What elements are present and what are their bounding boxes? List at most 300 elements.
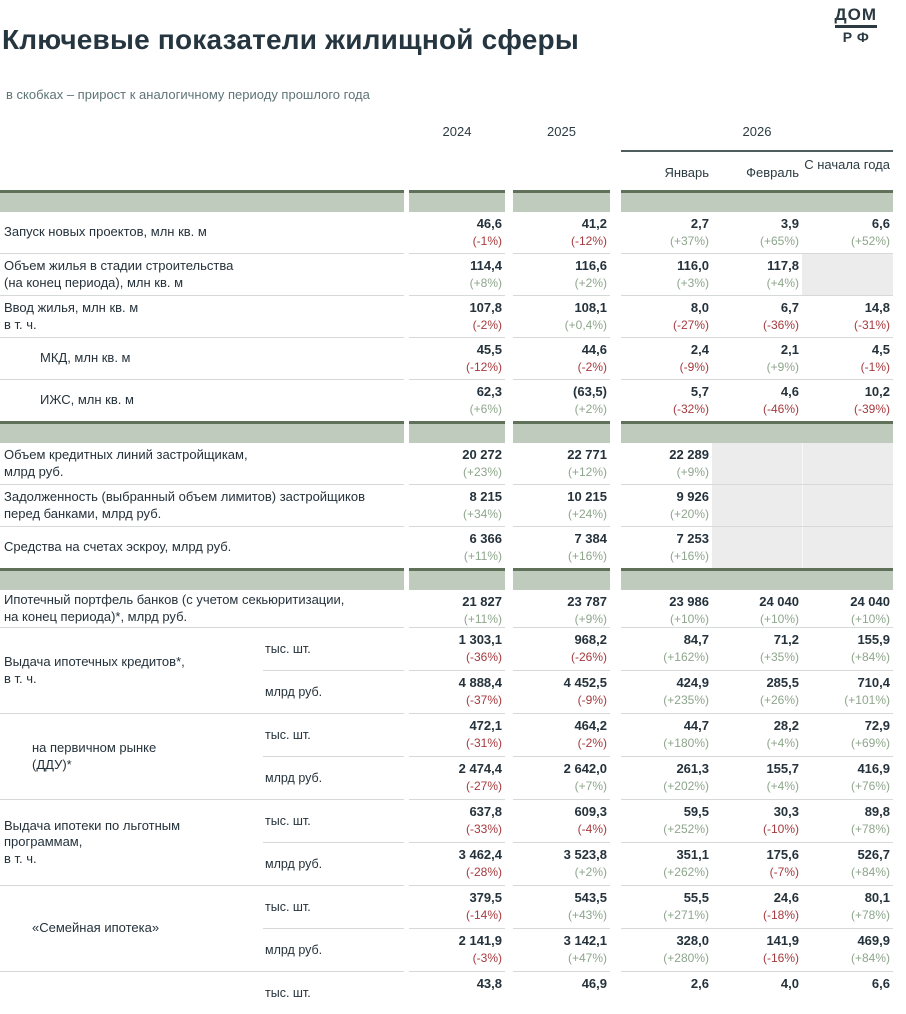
table-subrow (260, 757, 893, 799)
section-band-segment (0, 190, 404, 212)
value-cell (712, 212, 802, 253)
growth-pct: (+20%) (669, 507, 709, 521)
value-text: 2,7 (690, 216, 709, 231)
table-row-group (0, 800, 893, 885)
value-cell (802, 254, 893, 295)
value-cell (621, 671, 712, 713)
value-text: 4 452,5 (563, 675, 607, 690)
value-text: 2 141,9 (458, 933, 502, 948)
value-text: 23 787 (567, 594, 607, 609)
value-text: 6,7 (780, 300, 799, 315)
value-cell (712, 972, 802, 1014)
value-text: 2,6 (690, 976, 709, 991)
growth-pct: (+9%) (574, 612, 607, 626)
value-cell (712, 485, 802, 526)
table-row (0, 254, 893, 295)
growth-pct: (+262%) (663, 865, 709, 879)
growth-pct: (+280%) (663, 951, 709, 965)
section-band-segment (621, 190, 893, 212)
value-text: 10 215 (567, 489, 607, 504)
table-row (0, 527, 893, 568)
growth-pct: (+37%) (669, 234, 709, 248)
row-label-line: Выдача ипотеки по льготным программам, (4, 817, 181, 850)
growth-pct: (-2%) (472, 318, 502, 332)
section-band-segment (409, 190, 505, 212)
col-header-january: Январь (664, 165, 709, 180)
value-cell (712, 527, 802, 568)
value-text: 6,6 (871, 976, 890, 991)
growth-pct: (+6%) (469, 402, 502, 416)
value-text: 72,9 (864, 718, 890, 733)
value-text: 4,6 (780, 384, 799, 399)
value-cell (513, 212, 610, 253)
section-band-segment (0, 568, 404, 590)
growth-pct: (+2%) (574, 865, 607, 879)
growth-pct: (+2%) (574, 402, 607, 416)
growth-pct: (+3%) (676, 276, 709, 290)
growth-pct: (-12%) (570, 234, 607, 248)
col-header-february: Февраль (746, 165, 799, 180)
value-text: 24 040 (850, 594, 890, 609)
value-text: 116,6 (575, 258, 607, 273)
col-header-2024: 2024 (442, 124, 472, 139)
value-cell (409, 757, 505, 799)
growth-pct: (+7%) (574, 779, 607, 793)
growth-pct: (+235%) (663, 693, 709, 707)
growth-pct: (-4%) (577, 822, 607, 836)
growth-pct: (+180%) (663, 736, 709, 750)
value-cell (712, 338, 802, 379)
value-text: 45,5 (476, 342, 502, 357)
growth-pct: (-10%) (762, 822, 799, 836)
value-cell (409, 254, 505, 295)
col-header-ytd: С начала года (804, 157, 890, 172)
growth-pct: (-2%) (577, 736, 607, 750)
value-cell (712, 296, 802, 337)
value-cell (712, 886, 802, 928)
growth-pct: (+4%) (766, 736, 799, 750)
value-cell (712, 843, 802, 885)
row-label-line: Ипотечный портфель банков (с учетом секьюритизации, (4, 592, 345, 607)
value-cell (802, 338, 893, 379)
growth-pct: (+78%) (850, 822, 890, 836)
growth-pct: (+16%) (567, 549, 607, 563)
growth-pct: (-32%) (672, 402, 709, 416)
row-label-line: на первичном рынке (32, 740, 157, 755)
value-text: 59,5 (683, 804, 709, 819)
value-cell (409, 671, 505, 713)
row-label-line: в т. ч. (4, 316, 37, 332)
value-cell (513, 886, 610, 928)
table-subrow (260, 628, 893, 670)
growth-pct: (-12%) (465, 360, 502, 374)
value-cell (802, 757, 893, 799)
group-subrows (260, 886, 893, 971)
value-cell (409, 628, 505, 670)
value-text: 20 272 (462, 447, 502, 462)
value-cell (621, 972, 712, 1014)
table-subrow (260, 671, 893, 713)
value-cell (621, 380, 712, 421)
value-cell (712, 757, 802, 799)
row-label (0, 590, 404, 627)
growth-pct: (-2%) (577, 360, 607, 374)
value-cell (409, 527, 505, 568)
value-text: 2 474,4 (458, 761, 502, 776)
growth-pct: (+10%) (850, 612, 890, 626)
value-cell (513, 671, 610, 713)
value-cell (802, 929, 893, 971)
value-cell (802, 671, 893, 713)
value-text: (63,5) (573, 384, 607, 399)
section-band (0, 421, 893, 443)
growth-pct: (+101%) (844, 693, 890, 707)
growth-pct: (-33%) (465, 822, 502, 836)
growth-pct: (+35%) (759, 650, 799, 664)
growth-pct: (-27%) (672, 318, 709, 332)
value-text: 4,5 (871, 342, 890, 357)
value-text: 46,6 (476, 216, 502, 231)
growth-pct: (+271%) (663, 908, 709, 922)
value-text: 80,1 (864, 890, 890, 905)
value-text: 543,5 (574, 890, 607, 905)
growth-pct: (+0,4%) (564, 318, 607, 332)
table-row (0, 590, 893, 627)
value-cell (621, 338, 712, 379)
value-cell (409, 800, 505, 842)
value-text: 424,9 (676, 675, 709, 690)
value-text: 1 303,1 (458, 632, 502, 647)
table-row-group (0, 628, 893, 713)
value-text: 6 366 (469, 531, 502, 546)
row-label (0, 800, 260, 885)
value-text: 10,2 (864, 384, 890, 399)
value-text: 84,7 (683, 632, 709, 647)
value-cell (409, 886, 505, 928)
growth-pct: (+34%) (462, 507, 502, 521)
value-cell (621, 714, 712, 756)
value-cell (802, 714, 893, 756)
value-text: 114,4 (470, 258, 502, 273)
row-label-line: (на конец периода), млн кв. м (4, 274, 184, 290)
growth-pct: (+4%) (766, 276, 799, 290)
table-row-group (0, 972, 893, 1014)
growth-pct: (+84%) (850, 865, 890, 879)
value-cell (712, 254, 802, 295)
value-cell (513, 590, 610, 627)
growth-pct: (+76%) (850, 779, 890, 793)
value-text: 472,1 (469, 718, 502, 733)
value-cell (409, 843, 505, 885)
growth-pct: (+24%) (567, 507, 607, 521)
value-cell (409, 929, 505, 971)
section-band-segment (0, 421, 404, 443)
value-cell (621, 800, 712, 842)
value-cell (409, 212, 505, 253)
row-label-line: Средства на счетах эскроу, млрд руб. (4, 539, 232, 555)
group-subrows (260, 800, 893, 885)
growth-pct: (+65%) (759, 234, 799, 248)
value-cell (712, 800, 802, 842)
value-cell (802, 212, 893, 253)
group-subrows (260, 972, 893, 1014)
row-label (0, 972, 260, 1014)
value-cell (621, 590, 712, 627)
value-text: 5,7 (690, 384, 709, 399)
value-cell (513, 714, 610, 756)
growth-pct: (+78%) (850, 908, 890, 922)
unit-label: млрд руб. (265, 771, 323, 785)
value-cell (621, 296, 712, 337)
value-cell (513, 443, 610, 484)
row-label-line: Выдача ипотечных кредитов*, (4, 654, 185, 669)
value-cell (802, 380, 893, 421)
row-label-line: млрд руб. (4, 463, 64, 479)
value-cell (802, 886, 893, 928)
value-cell (621, 485, 712, 526)
unit-label: тыс. шт. (265, 728, 311, 742)
growth-pct: (+47%) (567, 951, 607, 965)
growth-pct: (+202%) (663, 779, 709, 793)
growth-pct: (+84%) (850, 650, 890, 664)
row-label-line: в т. ч. (4, 670, 37, 686)
growth-pct: (-46%) (762, 402, 799, 416)
section-band-segment (513, 421, 610, 443)
value-text: 44,7 (683, 718, 709, 733)
growth-pct: (+11%) (463, 549, 502, 563)
unit-label: тыс. шт. (265, 900, 311, 914)
value-text: 3 142,1 (563, 933, 607, 948)
value-text: 22 771 (567, 447, 607, 462)
growth-pct: (+52%) (850, 234, 890, 248)
value-cell (513, 296, 610, 337)
value-cell (621, 843, 712, 885)
growth-pct: (+2%) (574, 276, 607, 290)
value-text: 710,4 (857, 675, 890, 690)
value-text: 71,2 (773, 632, 799, 647)
value-cell (712, 671, 802, 713)
row-label (0, 527, 404, 568)
value-text: 141,9 (766, 933, 799, 948)
value-text: 379,5 (469, 890, 502, 905)
value-text: 21 827 (462, 594, 502, 609)
growth-pct: (-31%) (853, 318, 890, 332)
growth-pct: (-36%) (762, 318, 799, 332)
value-cell (712, 443, 802, 484)
growth-pct: (-31%) (465, 736, 502, 750)
value-text: 41,2 (581, 216, 607, 231)
growth-pct: (+23%) (462, 465, 502, 479)
value-text: 2 642,0 (563, 761, 607, 776)
value-cell (802, 590, 893, 627)
growth-pct: (-9%) (577, 693, 607, 707)
growth-pct: (+43%) (567, 908, 607, 922)
row-label-line: Задолженность (выбранный объем лимитов) застройщиков (4, 489, 365, 504)
growth-pct: (+12%) (567, 465, 607, 479)
value-cell (621, 886, 712, 928)
row-label (0, 296, 404, 337)
section-band-segment (621, 421, 893, 443)
value-cell (802, 843, 893, 885)
value-cell (513, 843, 610, 885)
value-text: 469,9 (857, 933, 890, 948)
section-band (0, 190, 893, 212)
row-label-line: Объем кредитных линий застройщикам, (4, 447, 248, 462)
growth-pct: (-9%) (679, 360, 709, 374)
growth-pct: (-14%) (465, 908, 502, 922)
value-text: 3,9 (780, 216, 799, 231)
unit-label: млрд руб. (265, 857, 323, 871)
section-band-segment (409, 421, 505, 443)
value-cell (409, 590, 505, 627)
value-text: 62,3 (476, 384, 502, 399)
legend-note: в скобках – прирост к аналогичному периоду прошлого года (6, 87, 370, 102)
growth-pct: (+69%) (850, 736, 890, 750)
row-label (0, 380, 404, 421)
value-cell (621, 757, 712, 799)
growth-pct: (-36%) (465, 650, 502, 664)
growth-pct: (+9%) (676, 465, 709, 479)
value-text: 7 384 (574, 531, 607, 546)
value-text: 23 986 (669, 594, 709, 609)
value-text: 44,6 (581, 342, 607, 357)
growth-pct: (-16%) (762, 951, 799, 965)
row-label-line: Запуск новых проектов, млн кв. м (4, 224, 207, 240)
row-label (0, 886, 260, 971)
value-text: 43,8 (476, 976, 502, 991)
value-text: 155,9 (857, 632, 890, 647)
value-cell (712, 714, 802, 756)
value-text: 285,5 (766, 675, 799, 690)
growth-pct: (+16%) (669, 549, 709, 563)
row-label-line: перед банками, млрд руб. (4, 505, 162, 521)
value-cell (513, 929, 610, 971)
col-header-2026: 2026 (742, 124, 772, 139)
growth-pct: (+26%) (759, 693, 799, 707)
value-text: 22 289 (669, 447, 709, 462)
value-cell (409, 443, 505, 484)
row-label (0, 338, 404, 379)
table-row (0, 338, 893, 379)
value-cell (802, 628, 893, 670)
value-cell (513, 800, 610, 842)
row-label (0, 212, 404, 253)
value-cell (409, 485, 505, 526)
value-text: 155,7 (766, 761, 799, 776)
growth-pct: (-7%) (769, 865, 799, 879)
row-label-line: ИЖС, млн кв. м (40, 392, 134, 408)
growth-pct: (-27%) (465, 779, 502, 793)
column-headers (0, 112, 906, 190)
value-cell (621, 254, 712, 295)
value-text: 9 926 (676, 489, 709, 504)
growth-pct: (+252%) (663, 822, 709, 836)
value-cell (409, 714, 505, 756)
value-text: 637,8 (469, 804, 502, 819)
table-row (0, 443, 893, 484)
row-label (0, 443, 404, 484)
value-cell (802, 485, 893, 526)
value-cell (802, 527, 893, 568)
row-label-line: «Семейная ипотека» (32, 920, 160, 936)
value-text: 55,5 (683, 890, 709, 905)
row-label (0, 628, 260, 713)
logo-rf-text: РФ (842, 29, 874, 45)
growth-pct: (-18%) (762, 908, 799, 922)
value-text: 526,7 (857, 847, 890, 862)
growth-pct: (-3%) (472, 951, 502, 965)
growth-pct: (+4%) (766, 779, 799, 793)
value-text: 464,2 (574, 718, 607, 733)
growth-pct: (+10%) (759, 612, 799, 626)
value-cell (409, 296, 505, 337)
growth-pct: (-26%) (570, 650, 607, 664)
group-subrows (260, 628, 893, 713)
value-cell (712, 929, 802, 971)
value-cell (621, 212, 712, 253)
growth-pct: (+84%) (850, 951, 890, 965)
section-band-segment (409, 568, 505, 590)
table-subrow (260, 800, 893, 842)
value-cell (712, 590, 802, 627)
growth-pct: (-37%) (465, 693, 502, 707)
value-cell (802, 296, 893, 337)
value-cell (712, 380, 802, 421)
table-subrow (260, 714, 893, 756)
value-text: 328,0 (676, 933, 709, 948)
value-text: 4 888,4 (458, 675, 502, 690)
value-text: 351,1 (676, 847, 709, 862)
value-text: 24,6 (773, 890, 799, 905)
row-label-line: в т. ч. (4, 850, 37, 866)
value-text: 89,8 (864, 804, 890, 819)
row-label-line: на конец периода)*, млрд руб. (4, 608, 188, 624)
table-row (0, 296, 893, 337)
value-text: 3 462,4 (458, 847, 502, 862)
row-label-line: Ввод жилья, млн кв. м (4, 300, 139, 315)
row-label (0, 485, 404, 526)
growth-pct: (+11%) (463, 612, 502, 626)
table-subrow (260, 972, 893, 1014)
value-cell (513, 485, 610, 526)
value-text: 46,9 (581, 976, 607, 991)
col-header-2025: 2025 (547, 124, 576, 139)
domrf-logo (835, 6, 878, 44)
value-text: 416,9 (857, 761, 890, 776)
value-text: 6,6 (871, 216, 890, 231)
section-band-segment (621, 568, 893, 590)
growth-pct: (-28%) (465, 865, 502, 879)
logo-dom-text: ДОМ (835, 6, 878, 28)
section-band-segment (513, 190, 610, 212)
value-text: 108,1 (574, 300, 607, 315)
growth-pct: (+9%) (766, 360, 799, 374)
unit-label: тыс. шт. (265, 814, 311, 828)
growth-pct: (-1%) (860, 360, 890, 374)
value-text: 4,0 (780, 976, 799, 991)
table-subrow (260, 843, 893, 885)
table-row (0, 485, 893, 526)
value-text: 14,8 (864, 300, 890, 315)
value-text: 261,3 (676, 761, 709, 776)
unit-label: млрд руб. (265, 685, 323, 699)
value-text: 8 215 (469, 489, 502, 504)
table-subrow (260, 886, 893, 928)
value-cell (513, 972, 610, 1014)
value-text: 2,4 (690, 342, 709, 357)
col-group-underline (621, 150, 893, 152)
growth-pct: (-1%) (472, 234, 502, 248)
